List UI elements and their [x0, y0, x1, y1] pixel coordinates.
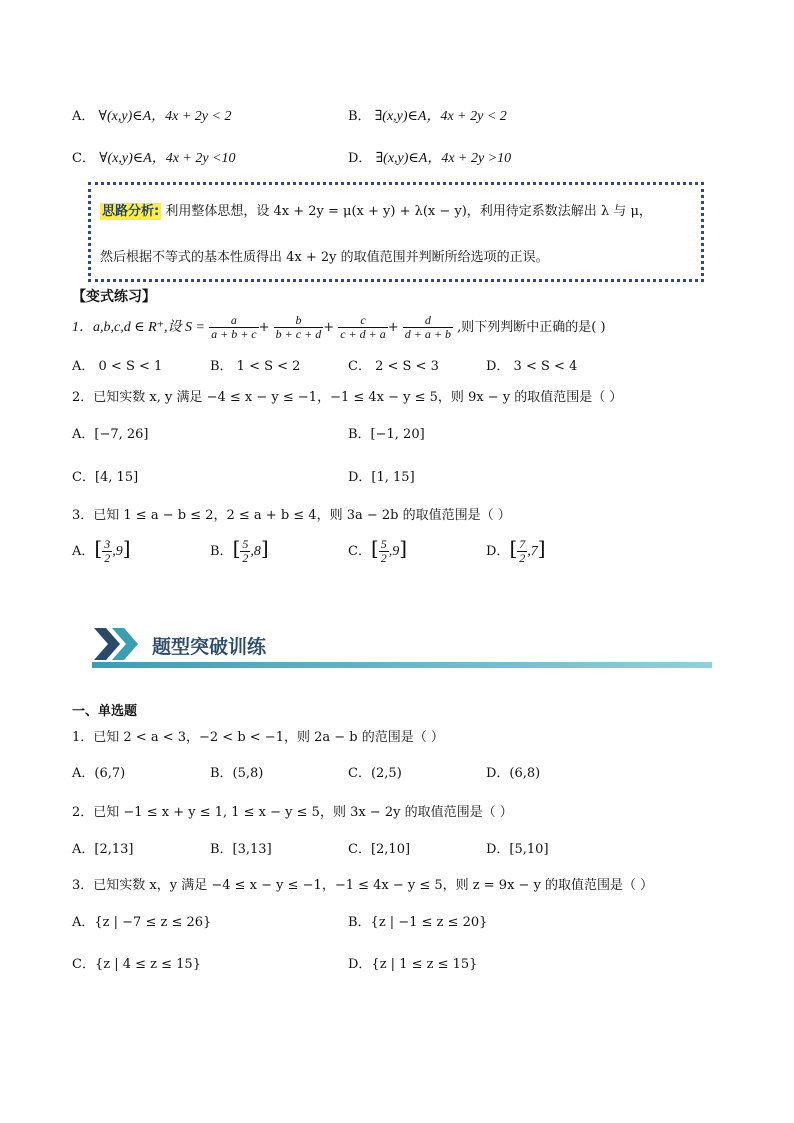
analysis-line-1: [100, 205, 652, 218]
option-label: C．: [72, 151, 95, 166]
top-option-d: [348, 152, 511, 166]
practice-q2-option-d: D．[5,10]: [486, 842, 549, 857]
practice-q3-option-b: B．{z | −1 ≤ z ≤ 20}: [348, 915, 488, 930]
variant-q1-option-d: D． 3 < S < 4: [486, 359, 578, 374]
variant-q2-option-b: B．[−1, 20]: [348, 427, 425, 442]
analysis-box: [88, 182, 704, 282]
option-text: ∃(x,y)∈A，4x + 2y >10: [375, 151, 512, 166]
variant-q3-option-d: D．[ $\frac{7}{2}$ ,7]: [486, 536, 546, 566]
variant-title: 【变式练习】: [72, 289, 156, 305]
banner-bar: [92, 662, 712, 668]
variant-q1-option-a: A． 0 < S < 1: [72, 359, 163, 374]
q1-stem-post: ,则下列判断中正确的是( ): [457, 320, 606, 336]
option-text: ∃(x,y)∈A，4x + 2y < 2: [374, 109, 507, 124]
variant-q2-option-d: D．[1, 15]: [348, 470, 415, 485]
banner-title: 题型突破训练: [152, 636, 267, 658]
practice-q2-option-a: A．[2,13]: [72, 842, 134, 857]
practice-q1-option-a: A．(6,7): [72, 766, 126, 781]
practice-q1-stem: 1．已知 2 < a < 3，−2 < b < −1，则 2a − b 的范围是（ ）: [72, 730, 444, 745]
fraction-2: $\frac{b}{b + c + d}$: [275, 313, 322, 342]
analysis-text-1: 利用整体思想，设 4x + 2y = μ(x + y) + λ(x − y)，利用待定系数法解出 λ 与 μ，: [165, 204, 652, 219]
practice-q2-option-b: B．[3,13]: [210, 842, 272, 857]
option-label: B．: [348, 109, 371, 124]
analysis-text-2: 然后根据不等式的基本性质得出 4x + 2y 的取值范围并判断所给选项的正误。: [100, 250, 549, 265]
option-text: ∀(x,y)∈A，4x + 2y <10: [99, 151, 236, 166]
fraction-1: $\frac{a}{a + b + c}$: [211, 313, 257, 342]
practice-q3-stem: 3．已知实数 x，y 满足 −4 ≤ x − y ≤ −1，−1 ≤ 4x − y ≤ 5，则 z = 9x − y 的取值范围是（ ）: [72, 878, 654, 893]
option-label: A．: [72, 109, 95, 124]
variant-q2-option-a: A．[−7, 26]: [72, 427, 149, 442]
variant-q3-option-b: B．[ $\frac{5}{2}$ ,8]: [210, 536, 269, 566]
analysis-line-2: [100, 251, 549, 264]
analysis-tag: 思路分析:: [102, 204, 160, 219]
practice-q2-stem: 2．已知 −1 ≤ x + y ≤ 1, 1 ≤ x − y ≤ 5，则 3x − 2y 的取值范围是（ ）: [72, 805, 513, 820]
top-option-a: [72, 110, 231, 124]
fraction-3: $\frac{c}{c + d + a}$: [340, 313, 386, 342]
double-chevron-icon: [92, 624, 142, 664]
option-label: D．: [348, 151, 372, 166]
practice-q3-option-d: D．{z | 1 ≤ z ≤ 15}: [348, 957, 478, 972]
variant-q1-option-c: C． 2 < S < 3: [348, 359, 439, 374]
variant-q3-stem: 3．已知 1 ≤ a − b ≤ 2，2 ≤ a + b ≤ 4，则 3a − 2b 的取值范围是（ ）: [72, 508, 511, 523]
variant-q3-option-a: A．[ $\frac{3}{2}$ ,9]: [72, 536, 131, 566]
top-option-c: [72, 152, 236, 166]
section-banner: [92, 622, 712, 668]
practice-q3-option-a: A．{z | −7 ≤ z ≤ 26}: [72, 915, 212, 930]
q1-stem-pre: 1．a,b,c,d ∈ R⁺,设 S =: [72, 320, 205, 336]
section-title: 一、单选题: [72, 704, 138, 719]
fraction-4: $\frac{d}{d + a + b}$: [404, 313, 451, 342]
variant-q1-stem: 1．a,b,c,d ∈ R⁺,设 S = $\frac{a}{a + b + c}$ + $\frac{b}{b + c + d}$ + $\frac{c}{c + d + a}$ + $\frac{d}{d + a + b}$ ,则下列判断中正确的是( ): [72, 313, 606, 342]
practice-q1-option-c: C．(2,5): [348, 766, 402, 781]
variant-q2-stem: 2．已知实数 x, y 满足 −4 ≤ x − y ≤ −1，−1 ≤ 4x − y ≤ 5，则 9x − y 的取值范围是（ ）: [72, 390, 623, 405]
variant-q3-option-c: C．[ $\frac{5}{2}$ ,9]: [348, 536, 408, 566]
option-text: ∀(x,y)∈A，4x + 2y < 2: [98, 109, 232, 124]
practice-q1-option-b: B．(5,8): [210, 766, 264, 781]
practice-q1-option-d: D．(6,8): [486, 766, 541, 781]
practice-q3-option-c: C．{z | 4 ≤ z ≤ 15}: [72, 957, 201, 972]
variant-q2-option-c: C．[4, 15]: [72, 470, 139, 485]
variant-q1-option-b: B． 1 < S < 2: [210, 359, 301, 374]
top-option-b: [348, 110, 507, 124]
practice-q2-option-c: C．[2,10]: [348, 842, 411, 857]
